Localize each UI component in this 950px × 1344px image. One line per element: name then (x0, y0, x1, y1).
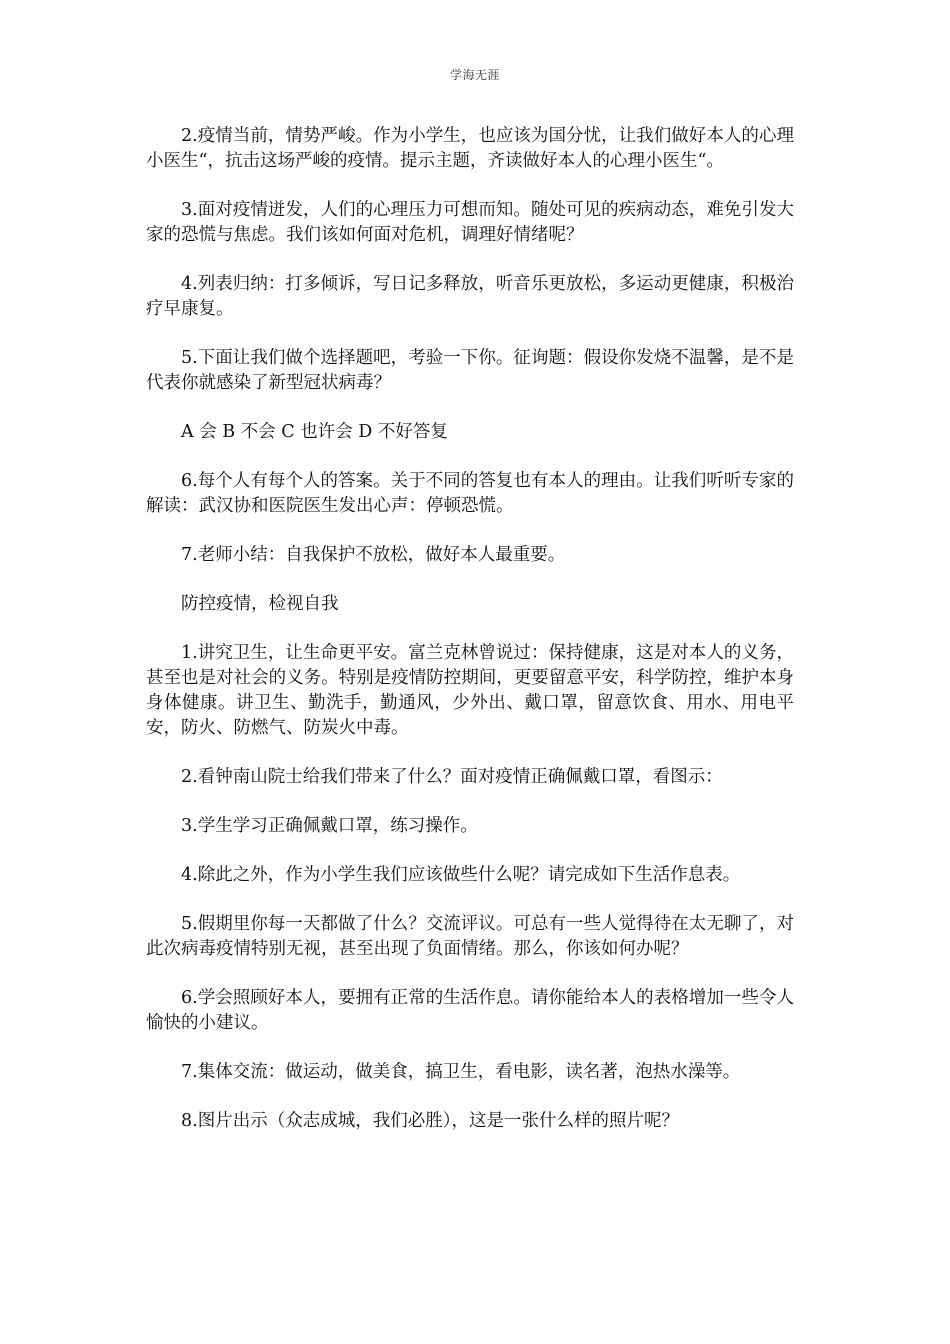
paragraph-6-expert-reading: 6.每个人有每个人的答案。关于不同的答复也有本人的理由。让我们听听专家的解读：武汉协和医院医生发出心声：停顿恐慌。 (146, 471, 794, 516)
document-body (146, 124, 794, 1158)
paragraph-7-teacher-summary: 7.老师小结：自我保护不放松，做好本人最重要。 (181, 545, 566, 565)
paragraph-2-epidemic-situation: 2.疫情当前，情势严峻。作为小学生，也应该为国分忧，让我们做好本人的心理小医生“，抗击这场严峻的疫情。提示主题，齐读做好本人的心理小医生“。 (146, 126, 794, 171)
paragraph-5-choice-question: 5.下面让我们做个选择题吧，考验一下你。征询题：假设你发烧不温馨，是不是代表你就感染了新型冠状病毒？ (146, 348, 794, 393)
section-paragraph-5-holiday-review: 5.假期里你每一天都做了什么？交流评议。可总有一些人觉得待在太无聊了，对此次病毒疫情特别无视，甚至出现了负面情绪。那么，你该如何办呢？ (146, 914, 794, 959)
paragraph-3-psychological-pressure: 3.面对疫情迸发，人们的心理压力可想而知。随处可见的疾病动态，难免引发大家的恐慌与焦虑。我们该如何面对危机，调理好情绪呢？ (146, 200, 794, 245)
page-header: 学海无涯 (449, 68, 500, 82)
section-paragraph-3-mask-practice: 3.学生学习正确佩戴口罩，练习操作。 (181, 816, 478, 836)
section-paragraph-1-hygiene: 1.讲究卫生，让生命更平安。富兰克林曾说过：保持健康，这是对本人的义务，甚至也是对社会的义务。特别是疫情防控期间，更要留意平安，科学防控，维护本身身体健康。讲卫生、勤洗手，勤通风，少外出、戴口罩，留意饮食、用水、用电平安，防火、防燃气、防炭火中毒。 (146, 643, 794, 738)
section-paragraph-8-photo-display: 8.图片出示（众志成城，我们必胜），这是一张什么样的照片呢？ (181, 1111, 679, 1131)
paragraph-4-list-summary: 4.列表归纳：打多倾诉，写日记多释放，听音乐更放松，多运动更健康，积极治疗早康复。 (146, 274, 794, 319)
answer-options: A 会 B 不会 C 也许会 D 不好答复 (181, 422, 448, 442)
section-heading: 防控疫情，检视自我 (181, 594, 339, 614)
section-paragraph-7-group-discussion: 7.集体交流：做运动，做美食，搞卫生，看电影，读名著，泡热水澡等。 (181, 1062, 741, 1082)
section-paragraph-6-self-care: 6.学会照顾好本人，要拥有正常的生活作息。请你能给本人的表格增加一些令人愉快的小建议。 (146, 988, 794, 1033)
section-paragraph-2-mask-guide: 2.看钟南山院士给我们带来了什么？面对疫情正确佩戴口罩，看图示： (181, 767, 723, 787)
section-paragraph-4-schedule-table: 4.除此之外，作为小学生我们应该做些什么呢？请完成如下生活作息表。 (181, 865, 741, 885)
